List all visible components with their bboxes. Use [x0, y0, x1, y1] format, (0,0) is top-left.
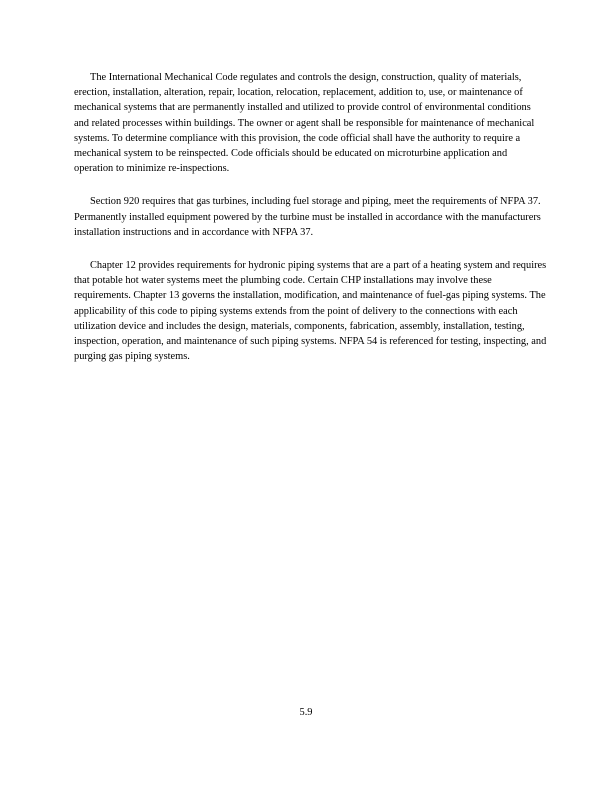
page-number: 5.9 [299, 707, 313, 718]
paragraph-mechanical-code: The International Mechanical Code regulates and controls the design, construction, quality of materials, erection, installation, alteration, repair, location, relocation, replacement, addition to, use, or maintenance of mechanical systems that are permanently installed and utilized to provide control of environmental conditions and related processes within buildings. The owner or agent shall be responsible for maintenance of mechanical systems. To determine compliance with this provision, the code official shall have the authority to require a mechanical system to be reinspected. Code officials should be educated on microturbine application and operation to minimize re-inspections. [74, 72, 535, 175]
paragraph-section-920: Section 920 requires that gas turbines, including fuel storage and piping, meet the requirements of NFPA 37. Permanently installed equipment powered by the turbine must be installed in accordance with the manufacturers installation instructions and in accordance with NFPA 37. [74, 196, 541, 238]
paragraph-chapter-12-13: Chapter 12 provides requirements for hydronic piping systems that are a part of a heating system and requires that potable hot water systems meet the plumbing code. Certain CHP installations may involve these requirements. Chapter 13 governs the installation, modification, and maintenance of fuel-gas piping systems. The applicability of this code to piping systems extends from the point of delivery to the connections with each utilization device and includes the design, materials, components, fabrication, assembly, installation, testing, inspection, operation, and maintenance of such piping systems. NFPA 54 is referenced for testing, inspecting, and purging gas piping systems. [74, 260, 547, 363]
body-text [74, 70, 548, 382]
